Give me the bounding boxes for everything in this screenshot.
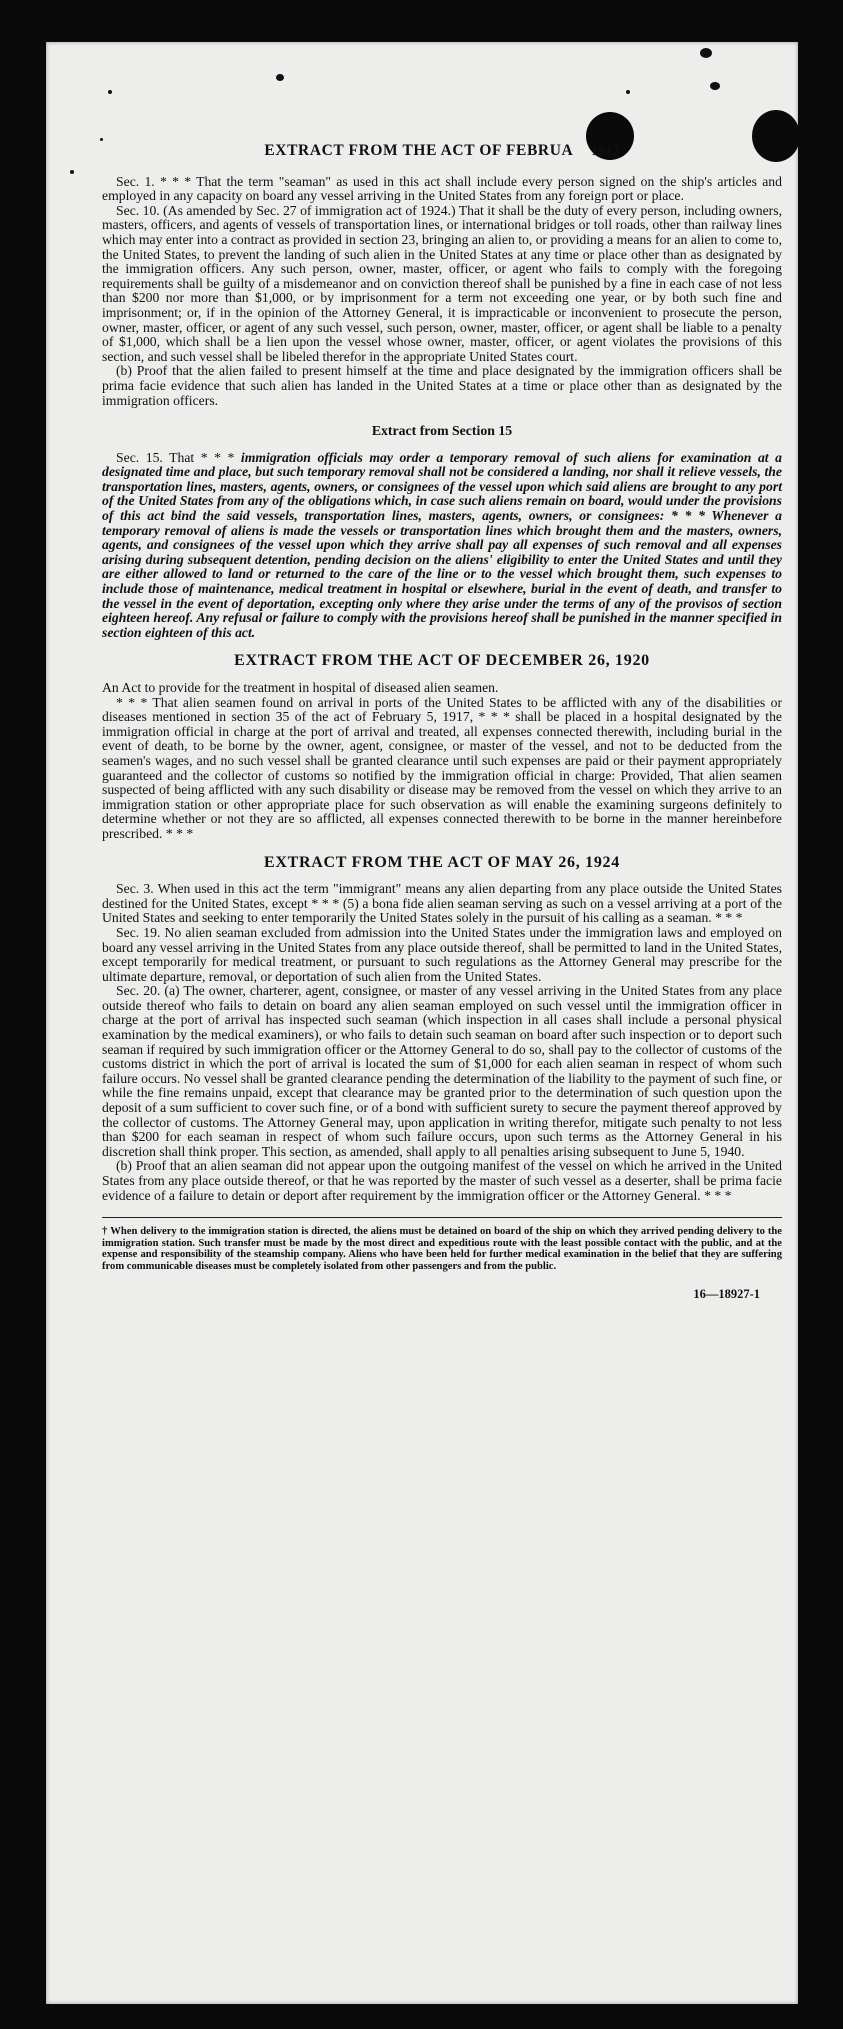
heading-text: EXTRACT FROM THE ACT OF FEBRUA [264,142,574,159]
heading-section-15: Extract from Section 15 [371,423,513,439]
section-3: Sec. 3. When used in this act the term "immigrant" means any alien departing from any place outside the United States destined for the United States, except * * * (5) a bona fide alien seaman serving as such on a vessel arriving at a port of the United States and seeking to enter temporarily the United States solely in the pursuit of his calling as a seaman. * * * [102,881,782,926]
section-15-body: immigration officials may order a temporary removal of such aliens for examination at a designated time and place, but such temporary removal shall not be considered a landing, nor shall it relieve vessels, the transportation lines, masters, agents, owners, or consignees of the vessel upon which said aliens are brought to any port of the United States from any of the obligations which, in case such aliens remain on board, would under the provisions of this act bind the said vessels, transportation lines, masters, agents, owners, or consignees: * * * Whenever a temporary removal of aliens is made the vessels or transportation lines which brought them and the masters, owners, agents, and consignees of the vessel upon which they arrive shall pay all expenses of such removal and all expenses arising during subsequent detention, pending decision on the aliens' eligibility to enter the United States and until they are either allowed to land or returned to the care of the line or to the vessel which brought them, such expenses to include those of maintenance, medical treatment in hospital or elsewhere, burial in the event of death, and transfer to the vessel in the event of deportation, excepting only where they arise under the terms of any of the provisos of section eighteen hereof. Any refusal or failure to comply with the provisions hereof shall be punished in the manner specified in section eighteen of this act. [102,449,782,640]
document-body [102,144,782,1301]
section-20: Sec. 20. (a) The owner, charterer, agent, consignee, or master of any vessel arriving in the United States from any place outside thereof who fails to detain on board any alien seaman employed on such vessel until the immigration officer in charge at the port of arrival has inspected such seaman (which inspection in all cases shall include a personal physical examination by the medical examiners), or who fails to detain such seaman on board after such inspection or to deport such seaman if required by such immigration officer or the Attorney General to do so, shall pay to the collector of customs of the customs district in which the port of arrival is located the sum of $1,000 for each alien seaman in respect of whom such failure occurs. No vessel shall be granted clearance pending the determination of the liability to the payment of such fine, or while the fine remains unpaid, except that clearance may be granted prior to the determination of such question upon the deposit of a sum sufficient to cover such fine, or of a bond with sufficient surety to secure the payment thereof approved by the collector of customs. The Attorney General may, upon application in writing therefor, mitigate such penalty to not less than $200 for each seaman in respect of whom such failure occurs, upon such terms as the Attorney General in his discretion shall think proper. This section, as amended, shall apply to all penalties arising subsequent to June 5, 1940. [102,983,782,1159]
form-code: 16—18927-1 [693,1286,760,1301]
act-1920-title: An Act to provide for the treatment in hospital of diseased alien seamen. [102,680,499,695]
heading-act-1920: EXTRACT FROM THE ACT OF DECEMBER 26, 1920 [234,652,650,670]
footnote-divider [102,1217,782,1218]
heading-act-1924: EXTRACT FROM THE ACT OF MAY 26, 1924 [264,853,620,871]
document-page [46,42,798,2004]
speck [70,170,74,174]
speck [100,138,103,141]
section-1: Sec. 1. * * * That the term "seaman" as used in this act shall include every person signed on the ship's articles and employed in any capacity on board any vessel arriving in the United States from any foreign port or place. [102,173,782,204]
heading-year: 1917 [591,143,620,158]
speck [276,74,284,81]
heading-act-1917 [102,144,782,159]
speck [626,90,630,94]
section-10: Sec. 10. (As amended by Sec. 27 of immigration act of 1924.) That it shall be the duty of every person, including owners, masters, officers, and agents of vessels of transportation lines, or international bridges or toll roads, other than railway lines which may enter into a contract as provided in section 23, bringing an alien to, or providing a means for an alien to come to, the United States, to prevent the landing of such alien in the United States at any time or place other than as designated by the immigration officers. Any such person, owner, master, officer, or agent who fails to comply with the foregoing requirements shall be guilty of a misdemeanor and on conviction thereof shall be punished by a fine in each case of not less than $200 nor more than $1,000, or by imprisonment for a term not exceeding one year, or by both such fine and imprisonment; or, if in the opinion of the Attorney General, it is impracticable or inconvenient to prosecute the person, owner, master, officer, or agent of any such vessel, such person, owner, master, officer, or agent shall be liable to a penalty of $1,000, which shall be a lien upon the vessel whose owner, master, officer, or agent violates the provisions of this section, and such vessel shall be libeled therefor in the appropriate United States court. [102,202,782,364]
act-1920-body: * * * That alien seamen found on arrival in ports of the United States to be afflicted with any of the disabilities or diseases mentioned in section 35 of the act of February 5, 1917, * * * shall be placed in a hospital designated by the immigration official in charge at the port of arrival and treated, all expenses connected therewith, including burial in the event of death, to be borne by the owner, agent, consignee, or master of the vessel, and not to be deducted from the seamen's wages, and no such vessel shall be granted clearance until such expenses are paid or their payment appropriately guaranteed and the collector of customs so notified by the immigration official in charge: Provided, That alien seamen suspected of being afflicted with any such disability or disease may be removed from the vessel on which they arrive to an immigration station or other appropriate place for such observation as will enable the examining surgeons definitely to determine whether or not they are so afflicted, all expenses connected therewith to be borne in the manner hereinbefore prescribed. * * * [102,694,782,841]
section-10-b: (b) Proof that the alien failed to present himself at the time and place designated by the immigration officers shall be prima facie evidence that such alien has landed in the United States at a time or place other than as designated by the immigration officers. [102,363,782,408]
speck [108,90,112,94]
speck [700,48,712,58]
footnote: † When delivery to the immigration station is directed, the aliens must be detained on board of the ship on which they arrived pending delivery to the immigration station. Such transfer must be made by the most direct and expeditious route with the least possible contact with the public, and at the expense and responsibility of the steamship company. Aliens who have been held for further medical examination in the belief that they are suffering from communicable diseases must be completely isolated from other passengers and from the public. [102,1226,782,1272]
section-15 [102,451,782,641]
section-19: Sec. 19. No alien seaman excluded from admission into the United States under the immigration laws and employed on board any vessel arriving in the United States from any place outside thereof, shall be permitted to land in the United States, except temporarily for medical treatment, or pursuant to such regulations as the Attorney General may prescribe for the ultimate departure, removal, or deportation of such alien from the United States. [102,924,783,984]
section-20-b: (b) Proof that an alien seaman did not appear upon the outgoing manifest of the vessel on which he arrived in the United States from any place outside thereof, or that he was reported by the master of such vessel as a deserter, shall be prima facie evidence of a failure to detain or deport after requirement by the immigration officer or the Attorney General. * * * [102,1158,782,1203]
section-15-lead: Sec. 15. That * * * [116,449,235,465]
speck [710,82,720,90]
